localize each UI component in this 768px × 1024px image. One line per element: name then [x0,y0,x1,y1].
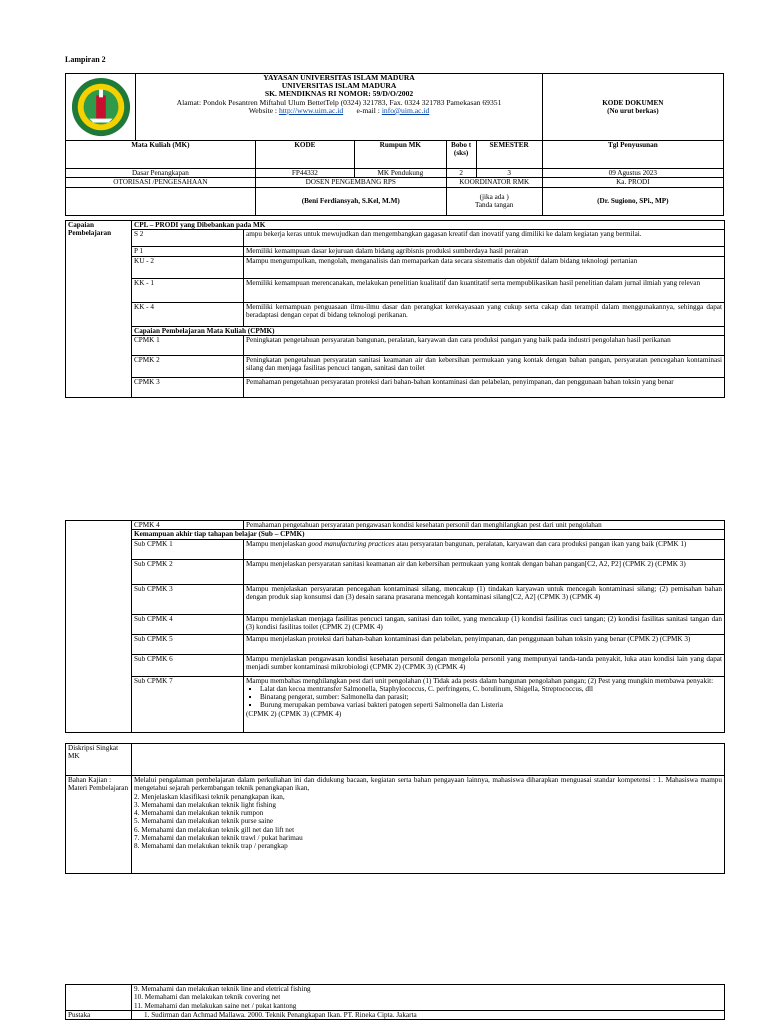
learning-outcomes-table [65,220,725,398]
sub-cpmk7-tail: (CPMK 2) (CPMK 3) (CPMK 4) [246,709,342,718]
sub-cpmk-text: Mampu menjelaskan menjaga fasilitas pencuci tangan, sanitasi dan toilet, yang mencakup (1) kondisi fasilitas cuci tangan; (2) kondisi fasilitas sanitasi tangan dan (3) kondisi fasilitas toilet (CPMK 2) (CPMK 4) [244,614,725,634]
lecturer-label: DOSEN PENGEMBANG RPS [255,178,446,187]
bahan-kajian-continued [132,985,725,1011]
sub-cpmk-header: Kemampuan akhir tiap tahapan belajar (Sub – CPMK) [132,530,725,539]
coordinator-signature [446,187,542,215]
pustaka-text: 1. Sudirman dan Achmad Mallawa. 2000. Teknik Penangkapan Ikan. PT. Rineka Cipta. Jakarta [132,1010,725,1019]
document-code-label: KODE DOKUMEN [602,98,664,107]
cpl-text: Mampu mengumpulkan, mengolah, menganalisis dan memaparkan data secara sistematis dan objektif dalam bidang teknologi pertanian [244,256,725,278]
website-link[interactable]: http://www.uim.ac.id [278,105,344,115]
cpmk-code: CPMK 3 [132,377,244,397]
header-title-cell [136,74,542,141]
file-number-label: (No urut berkas) [607,107,659,115]
cpmk-code: CPMK 2 [132,355,244,377]
material-item: 5. Memahami dan melakukan teknik purse saine [134,817,274,826]
university-name: UNIVERSITAS ISLAM MADURA [281,81,397,91]
course-semester: 3 [476,169,542,178]
sub-cpmk-code: Sub CPMK 4 [132,614,244,634]
rps-header-table [65,73,724,216]
foundation-name: YAYASAN UNIVERSITAS ISLAM MADURA [263,73,415,82]
cpmk-header: Capaian Pembelajaran Mata Kuliah (CPMK) [132,326,725,335]
description-table [65,743,725,874]
signature-label: Tanda tangan [474,201,514,210]
page-3 [0,978,768,1024]
cpmk-text: Pemahaman pengetahuan persyaratan pengawasan kondisi kesehatan personil dan menghilangkan pest dari unit pengolahan [244,521,725,530]
course-date: 09 Agustus 2023 [542,169,723,178]
deskripsi-text [132,744,725,776]
head-of-program-name: (Dr. Sugiono, SPi., MP) [542,187,723,215]
lecturer-name: (Beni Ferdiansyah, S.Kel, M.M) [255,187,446,215]
material-item: 4. Memahami dan melakukan teknik rumpon [134,809,264,818]
cpl-code: KK - 4 [132,302,244,326]
authorization-label: OTORISASI /PENGESAHAAN [66,178,256,187]
email-label: e-mail : [356,105,382,115]
col-bobot: Bobo t (sks) [446,141,476,169]
course-credits: 2 [446,169,476,178]
cpmk-text: Peningkatan pengetahuan persyaratan bangunan, peralatan, karyawan dan cara produksi pangan yang baik pada industri pengolahan hasil perikanan [244,335,725,355]
material-item: 7. Memahami dan melakukan teknik trawl / pukat harimau [134,834,303,843]
col-tgl: Tgl Penyusunan [542,141,723,169]
material-item: 10. Memahami dan melakukan teknik covering net [134,993,281,1002]
sub-cpmk-code: Sub CPMK 7 [132,676,244,732]
sub-cpmk-code: Sub CPMK 5 [132,634,244,654]
col-rumpun: Rumpun MK [354,141,446,169]
cpl-code: KU - 2 [132,256,244,278]
cpmk-text: Peningkatan pengetahuan persyaratan sanitasi keamanan air dan kebersihan permukaan yang kontak dengan bahan pangan, persyaratan pencegahan kontaminasi silang dan menjaga fasilitas pencuci tangan, sanitasi dan toilet [244,355,725,377]
material-item: 3. Memahami dan melakukan teknik light fishing [134,800,276,809]
continued-materials-table [65,984,725,1020]
sub-cpmk-text: Mampu menjelaskan proteksi dari bahan-bahan kontaminasi dan pelabelan, penyimpanan, dan penggunaan bahan toksin yang benar (CPMK 2) (CPMK 3) [244,634,725,654]
material-item: 9. Memahami dan melakukan teknik line and eletrical fishing [134,985,311,993]
pest-list [246,685,722,710]
sub-cpmk-code: Sub CPMK 1 [132,539,244,559]
cpl-header: CPL – PRODI yang Dibebankan pada MK [132,221,725,230]
cpl-code: KK - 1 [132,278,244,302]
cpmk-code: CPMK 4 [132,521,244,530]
lampiran-label: Lampiran 2 [65,55,106,64]
sub-cpmk-text: Mampu menjelaskan persyaratan pencegahan kontaminasi silang, mencakup (1) tindakan karyawan untuk mencegah kontaminasi silang; (2) pemisahan bahan dengan produk siap konsumsi dan (3) desain sarana prasarana mencegah kontaminasi silang[C2, A2] (CPMK 3) (CPMK 4) [244,584,725,614]
pustaka-label: Pustaka [66,1010,132,1019]
sub-cpmk-table [65,520,725,733]
deskripsi-label: Diskripsi Singkat MK [66,744,132,776]
head-of-program-label: Ka. PRODI [542,178,723,187]
cpl-text: Memiliki kemampuan dasar kejuruan dalam bidang agribisnis produksi sumberdaya hasil perairan [244,247,725,256]
material-item: 8. Memahami dan melakukan teknik trap / perangkap [134,842,288,851]
material-item: 6. Memahami dan melakukan teknik gill net dan lift net [134,825,295,834]
sub-cpmk-code: Sub CPMK 3 [132,584,244,614]
bahan-kajian-label: Bahan Kajian : Materi Pembelajaran [66,776,132,874]
bahan-kajian-text [132,776,725,874]
document-code-cell [542,74,723,141]
page-1 [0,0,768,420]
pest-list-item: ▪ Lalat dan kecoa mentransfer Salmonella, Staphylococcus, C. perfringens, C. botulinum, Shigella, Streptococcus, dll [260,685,722,693]
cpl-text: Memiliki kemampuan penguasaan ilmu-ilmu dasar dan perangkat kerekayasaan yang cukup serta cakap dan terampil dalam menggunakannya, sehingga dapat beradaptasi dengan cepat di bidang teknologi perikanan. [244,302,725,326]
pest-list-item: ▪ Burung merupakan pembawa variasi bakteri patogen seperti Salmonella dan Listeria [260,701,722,709]
cpl-code: P 1 [132,247,244,256]
course-name: Dasar Penangkapan [66,169,256,178]
sub-cpmk-code: Sub CPMK 2 [132,559,244,584]
decree-number: SK. MENDIKNAS RI NOMOR: 59/D/O/2002 [264,89,414,99]
university-logo-icon [70,76,132,138]
sub-cpmk-text: Mampu menjelaskan good manufacturing practices atau persyaratan bangunan, peralatan, karyawan dan cara produksi pangan ikan yang baik (CPMK 1) [244,539,725,559]
cpmk-code: CPMK 1 [132,335,244,355]
course-group: MK Pendukung [354,169,446,178]
cpl-code: S 2 [132,230,244,247]
sub-cpmk-text: Mampu menjelaskan pengawasan kondisi kesehatan personil dengan mengelola personil yang mempunyai tanda-tanda penyakit, luka atau kondisi lain yang dapat menjadi sumber kontaminasi mikrobiologi (CPMK 2) (CPMK 3) (CPMK 4) [244,654,725,676]
capaian-label: Capaian Pembelajaran [66,221,132,398]
sub-cpmk-text [244,676,725,732]
sub-cpmk-code: Sub CPMK 6 [132,654,244,676]
cpl-text: ampu bekerja keras untuk mewujudkan dan mengembangkan gagasan kreatif dan inovatif yang dimiliki ke dalam kegiatan yang bermilai. [244,230,725,247]
col-semester: SEMESTER [476,141,542,169]
course-code: FP44332 [255,169,354,178]
sub-cpmk-text: Mampu menjelaskan persyaratan sanitasi keamanan air dan kebersihan permukaan yang kontak dengan bahan pangan[C2, A2, P2] (CPMK 2) (CPMK 3) [244,559,725,584]
coordinator-name: (jika ada ) [479,192,509,201]
material-item: 2. Menjelaskan klasifikasi teknik penangkapan ikan, [134,792,285,801]
bahan-intro: Melalui pengalaman pembelajaran dalam perkuliahan ini dan didukung bacaan, kegiatan serta bahan pengayaan lainnya, mahasiswa diharapkan menguasai standar kompetensi : 1. Mahasiswa mampu mengetahui sejarah perkembangan teknik penangkapan ikan, [134,776,722,793]
cpl-text: Memiliki kemampuan merencanakan, melakukan penelitian kualitatif dan kuantitatif serta mempublikasikan hasil penelitian dalam jurnal ilmiah yang relevan [244,278,725,302]
coordinator-label: KOORDINATOR RMK [446,178,542,187]
website-label: Website : [248,105,279,115]
email-link[interactable]: info@uim.ac.id [381,105,430,115]
material-item: 11. Memahami dan melakukan saine net / pukat kantong [134,1001,297,1010]
cpmk-text: Pemahaman pengetahuan persyaratan proteksi dari bahan-bahan kontaminasi dan pelabelan, penyimpanan, dan penggunaan bahan toksin yang benar [244,377,725,397]
sub-cpmk7-intro: Mampu membahas menghilangkan pest dari unit pengolahan (1) Tidak ada pests dalam bangunan pengolahan pangan; (2) Pest yang mungkin membawa penyakit: [246,676,714,685]
address-text: Alamat: Pondok Pesantren Miftahul Ulum BettetTelp (0324) 321783, Fax. 0324 321783 Pamekasan 69351 [176,97,502,107]
col-kode: KODE [255,141,354,169]
logo-cell [66,74,136,141]
pest-list-item: ▪ Binatang pengerat, sumber: Salmonella dan parasit; [260,693,722,701]
col-mata-kuliah: Mata Kuliah (MK) [66,141,256,169]
page-2 [0,510,768,880]
